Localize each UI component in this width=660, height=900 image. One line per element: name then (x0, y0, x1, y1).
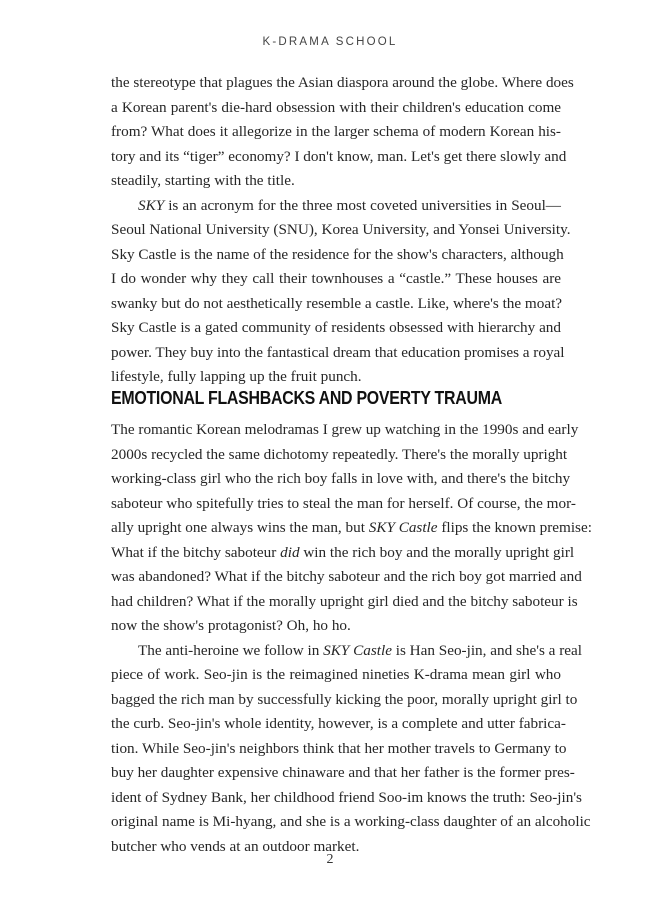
text-line: 2000s recycled the same dichotomy repeatedly. There's the morally upright (111, 445, 568, 463)
text-line: ally upright one always wins the man, but SKY Castle flips the known premise: (111, 519, 592, 536)
text-line: power. They buy into the fantastical dream that education promises a royal (111, 343, 565, 361)
text-line: original name is Mi-hyang, and she is a working-class daughter of an alcoholic (111, 813, 591, 830)
italic-title: SKY Castle (323, 641, 392, 659)
paragraph (111, 194, 571, 390)
text-line: What if the bitchy saboteur did win the rich boy and the morally upright girl (111, 543, 575, 561)
text-line: I do wonder why they call their townhouses a “castle.” These houses are (111, 270, 561, 287)
paragraph (111, 418, 592, 639)
paragraph (111, 71, 574, 194)
text-line: butcher who vends at an outdoor market. (111, 837, 360, 855)
italic-title: SKY (138, 196, 165, 214)
text-line: lifestyle, fully lapping up the fruit punch. (111, 368, 362, 385)
text-line: from? What does it allegorize in the larger schema of modern Korean his- (111, 123, 561, 140)
text-line: was abandoned? What if the bitchy saboteur and the rich boy got married and (111, 568, 582, 585)
text-line: working-class girl who the rich boy falls in love with, and there's the bitchy (111, 470, 571, 487)
italic-title: SKY Castle (368, 519, 438, 536)
text-line: tion. While Seo-jin's neighbors think that her mother travels to Germany to (111, 739, 567, 757)
section-heading: EMOTIONAL FLASHBACKS AND POVERTY TRAUMA (111, 387, 502, 408)
text-line: piece of work. Seo-jin is the reimagined nineties K-drama mean girl who (111, 666, 561, 683)
text-line: Seoul National University (SNU), Korea University, and Yonsei University. (111, 221, 571, 238)
text-line: tory and its “tiger” economy? I don't know, man. Let's get there slowly and (111, 147, 567, 165)
text-line: now the show's protagonist? Oh, ho ho. (111, 617, 351, 634)
text-line: had children? What if the morally upright girl died and the bitchy saboteur is (111, 592, 578, 610)
text-line: steadily, starting with the title. (111, 172, 295, 189)
text-line: Sky Castle is a gated community of residents obsessed with hierarchy and (111, 319, 561, 336)
text-line: bagged the rich man by successfully kicking the poor, morally upright girl to (111, 690, 578, 708)
text-line: the curb. Seo-jin's whole identity, however, is a complete and utter fabrica- (111, 715, 566, 732)
text-line: The romantic Korean melodramas I grew up watching in the 1990s and early (111, 421, 579, 438)
italic-title: did (280, 543, 300, 561)
text-line: saboteur who spitefully tries to steal the man for herself. Of course, the mor- (111, 494, 576, 512)
running-head: K-DRAMA SCHOOL (262, 36, 398, 48)
text-line: a Korean parent's die-hard obsession with their children's education come (111, 98, 561, 116)
text-line: swanky but do not aesthetically resemble a castle. Like, where's the moat? (111, 294, 563, 312)
section-flashbacks (111, 418, 592, 859)
paragraph (111, 639, 591, 860)
text-line: ident of Sydney Bank, her childhood friend Soo-im knows the truth: Seo-jin's (111, 788, 582, 806)
page-number: 2 (326, 852, 334, 867)
text-line: SKY is an acronym for the three most coveted universities in Seoul— (138, 196, 561, 214)
text-line: the stereotype that plagues the Asian diaspora around the globe. Where does (111, 74, 574, 91)
text-line: The anti-heroine we follow in SKY Castle is Han Seo-jin, and she's a real (138, 641, 582, 659)
text-line: Sky Castle is the name of the residence for the show's characters, although (111, 245, 564, 263)
section-intro (111, 71, 574, 390)
text-line: buy her daughter expensive chinaware and that her father is the former pres- (111, 764, 575, 781)
